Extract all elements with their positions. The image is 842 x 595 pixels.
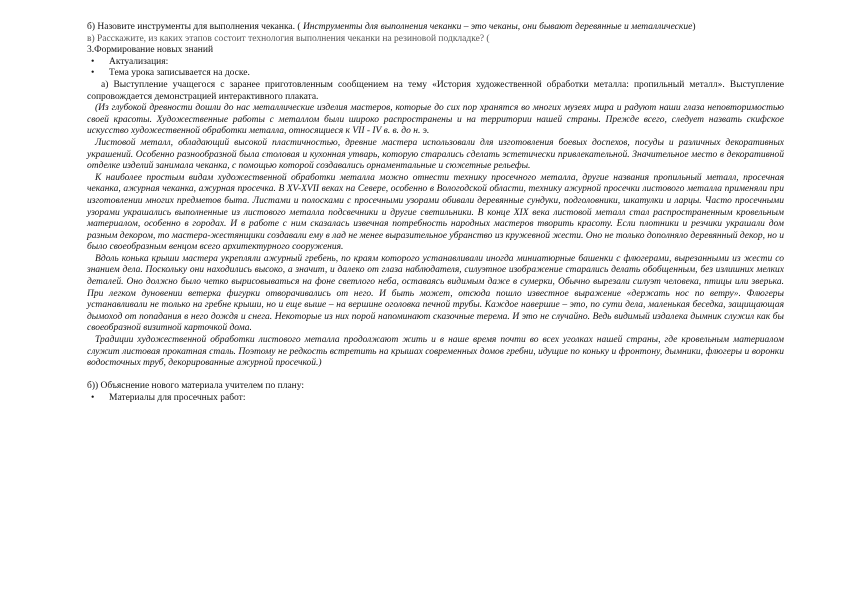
bullet-item xyxy=(87,68,784,80)
question-v: в) Расскажите, из каких этапов состоит технология выполнения чеканки на резиновой подкладке? ( xyxy=(87,33,490,44)
bullet-icon: • xyxy=(91,68,95,79)
question-b-answer: Инструменты для выполнения чеканки – это чеканы, они бывают деревянные и металлические xyxy=(302,22,693,32)
bullet-icon: • xyxy=(91,393,95,403)
section-3-title: 3.Формирование новых знаний xyxy=(87,45,214,56)
paragraph-4: Вдоль конька крыши мастера укрепляли ажурный гребень, по краям которого устанавливали иногда миниатюрные башенки с флюгерами, вырезанными из жести со знанием дела. Поскольку они находились высоко, а значит, и далеко от глаза наблюдателя, силуэтное изображение старались делать обобщенным, без излишних мелких деталей. Оно должно было четко вырисовываться на фоне светлого неба, оставаясь видимым даже в сумерки, Обычно вырезали силуэт человека, птицы или зверька. При легком дуновении ветерка фигурки отворачивались от него. И быть может, отсюда пошло известное выражение «держать нос по ветру». Флюгеры устанавливали не только на гребне крыши, но и еще выше – на вершине оголовка печной трубы. Каждое навершие – это, по сути дела, маленькая беседка, защищающая дымоход от попадания в него дождя и снега. Некоторые из них порой напоминают сказочные терема. И это не случайно. Ведь видимый издалека дымник служил как бы своеобразной визитной карточкой дома. xyxy=(87,253,784,334)
bullet-text: Тема урока записывается на доске. xyxy=(109,68,250,79)
item-a: а) Выступление учащегося с заранее приготовленным сообщением на тему «История художественной обработки металла: пропильный металл». Выступление сопровождается демонстрацией интерактивного плаката. xyxy=(87,79,784,102)
bullet-item xyxy=(87,57,784,69)
question-b-close: ) xyxy=(692,22,696,32)
paragraph-5: Традиции художественной обработки листового металла продолжают жить и в наше время почти во всех уголках нашей страны, где кровельным материалом служит листовая прокатная сталь. Поэтому не редкость встретить на крышах современных домов гребни, идущие по коньку и фронтону, дымники, флюгеры и воронки водосточных труб, декорированные ажурной просечкой.) xyxy=(87,335,784,369)
bullet-item xyxy=(87,393,784,405)
paragraph-2: Листовой металл, обладающий высокой пластичностью, древние мастера использовали для изготовления боевых доспехов, посуды и различных декоративных украшений. Особенно разнообразной была столовая и кухонная утварь, которую старались сделать эстетически привлекательной. Значительное место в декоративной отделке изделий занимала чеканка, с помощью которой создавались орнаментальные и сюжетные рельефы. xyxy=(87,137,784,172)
paragraph-1: (Из глубокой древности дошли до нас металлические изделия мастеров, которые до сих пор хранятся во многих музеях мира и радуют наши глаза неповторимостью своей красоты. Художественные работы с металлом были широко распространены и на территории нашей страны. Прежде всего, следует назвать скифское искусство художественной обработки металла, относящиеся к VII - IV в. в. до н. э. xyxy=(87,103,784,137)
question-b xyxy=(87,22,784,34)
bullet-text: Материалы для просечных работ: xyxy=(109,393,246,403)
question-b-text: б) Назовите инструменты для выполнения чеканка. ( xyxy=(87,22,303,32)
paragraph-3: К наиболее простым видам художественной обработки металла можно отнести технику просечного металла, другие названия пропильный металл, просечная чеканка, ажурная чеканка, ажурная просечка. В XV-XVII веках на Севере, особенно в Вологодской области, технику ажурной просечки листового металла применяли при изготовлении многих предметов быта. Листами и полосками с просечными узорами обивали деревянные сундуки, подголовники, шкатулки и ларцы. Часто просечными узорами украшались выполненные из листового металла подсвечники и другие светильники. В конце XIX века листовой металл стал распространенным кровельным материалом, особенно в городах. И в работе с ним сказалась извечная потребность народных мастеров творить красоту. Если плотники и резчики украшали дом разным декором, то мастера-жестянщики создавали ему в лад не менее выразительное убранство из кружевной жести. Оно не только дополняло деревянный декор, но и было своеобразным венцом всего архитектурного сооружения. xyxy=(87,172,784,253)
bullet-icon: • xyxy=(91,56,95,67)
bullet-text: Актуализация: xyxy=(109,56,169,67)
item-b: б)) Объяснение нового материала учителем по плану: xyxy=(87,381,305,392)
blank-line xyxy=(87,370,784,382)
